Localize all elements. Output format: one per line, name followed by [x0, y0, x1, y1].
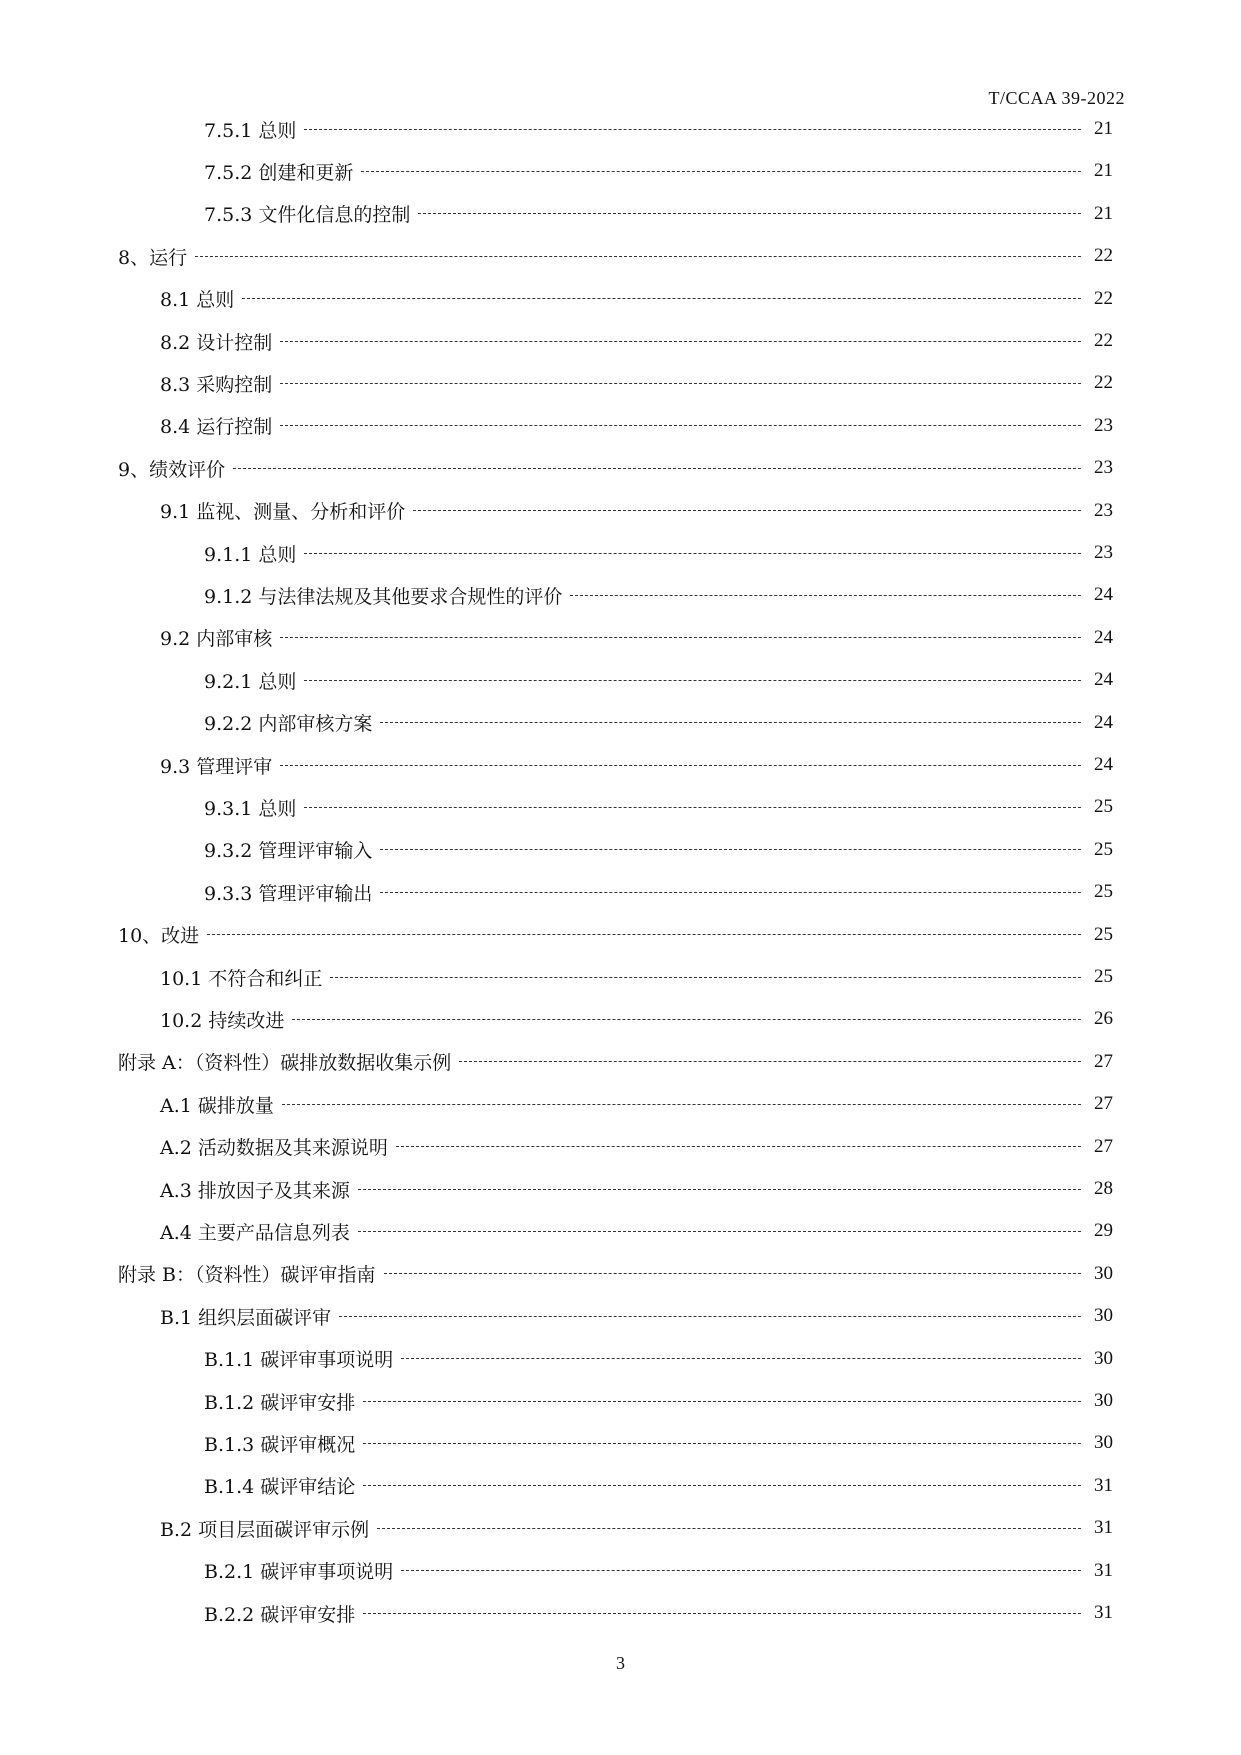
toc-entry[interactable]	[118, 918, 1113, 952]
toc-entry[interactable]	[204, 833, 1113, 867]
toc-entry-label: 9.1 监视、测量、分析和评价	[160, 501, 406, 524]
toc-leader-dashes	[280, 765, 1081, 766]
toc-leader-dashes	[280, 341, 1081, 342]
toc-entry-label: B.1.1 碳评审事项说明	[204, 1349, 394, 1372]
toc-leader-dashes	[396, 1146, 1081, 1147]
toc-entry-label: 8.2 设计控制	[160, 331, 273, 354]
toc-entry-label: 10.2 持续改进	[160, 1009, 285, 1032]
toc-entry-page: 25	[1094, 966, 1113, 987]
toc-leader-dashes	[195, 256, 1081, 257]
toc-entry[interactable]	[160, 409, 1113, 443]
toc-entry-label: 9.3.2 管理评审输入	[204, 840, 373, 863]
toc-entry-page: 23	[1094, 414, 1113, 436]
toc-entry[interactable]	[204, 1426, 1113, 1460]
toc-entry-page: 31	[1094, 1602, 1113, 1623]
toc-leader-dashes	[339, 1316, 1081, 1317]
toc-entry-label: 7.5.2 创建和更新	[204, 161, 354, 184]
toc-leader-dashes	[304, 129, 1081, 130]
toc-leader-dashes	[384, 1273, 1081, 1274]
toc-entry-label: 7.5.3 文件化信息的控制	[204, 204, 411, 227]
toc-entry-page: 26	[1094, 1008, 1113, 1030]
toc-entry-label: B.2.1 碳评审事项说明	[204, 1561, 394, 1584]
toc-entry-label: 9.3 管理评审	[160, 755, 273, 778]
toc-leader-dashes	[242, 298, 1081, 299]
toc-entry-page: 24	[1094, 584, 1113, 606]
toc-entry-page: 23	[1094, 542, 1113, 563]
toc-entry-page: 24	[1094, 669, 1113, 691]
toc-entry-page: 29	[1094, 1220, 1113, 1242]
toc-entry[interactable]	[204, 154, 1113, 188]
toc-leader-dashes	[280, 383, 1081, 384]
toc-entry-label: 8.4 运行控制	[160, 416, 273, 439]
toc-entry[interactable]	[118, 451, 1113, 485]
toc-leader-dashes	[330, 977, 1081, 978]
toc-leader-dashes	[304, 807, 1081, 808]
toc-entry-label: 9.2 内部审核	[160, 628, 273, 651]
toc-entry[interactable]	[204, 536, 1113, 570]
toc-entry[interactable]	[204, 790, 1113, 824]
toc-entry-label: 8.1 总则	[160, 289, 235, 312]
toc-entry-label: B.2.2 碳评审安排	[204, 1603, 356, 1626]
toc-entry[interactable]	[160, 366, 1113, 400]
toc-entry-label: 8、运行	[118, 246, 188, 269]
toc-entry-label: 9.3.1 总则	[204, 797, 297, 820]
toc-entry-page: 25	[1094, 838, 1113, 860]
toc-entry[interactable]	[160, 494, 1113, 528]
toc-entry-page: 24	[1094, 711, 1113, 733]
toc-entry-page: 24	[1094, 626, 1113, 648]
toc-entry-page: 27	[1094, 1135, 1113, 1157]
toc-entry-page: 22	[1094, 330, 1113, 351]
document-code: T/CCAA 39-2022	[988, 88, 1125, 108]
toc-entry[interactable]	[160, 1511, 1113, 1545]
toc-leader-dashes	[358, 1189, 1081, 1190]
toc-entry-page: 27	[1094, 1050, 1113, 1072]
toc-entry[interactable]	[204, 112, 1113, 146]
toc-entry[interactable]	[204, 1469, 1113, 1503]
toc-entry[interactable]	[204, 663, 1113, 697]
toc-entry[interactable]	[204, 197, 1113, 231]
toc-entry-label: 10、改进	[118, 925, 200, 948]
toc-entry-label: B.1.4 碳评审结论	[204, 1476, 356, 1499]
toc-leader-dashes	[207, 934, 1081, 935]
toc-entry-page: 25	[1094, 881, 1113, 903]
toc-leader-dashes	[304, 553, 1081, 554]
toc-entry-label: A.2 活动数据及其来源说明	[160, 1137, 388, 1160]
toc-leader-dashes	[377, 1528, 1081, 1529]
toc-entry-page: 30	[1094, 1390, 1113, 1411]
toc-entry[interactable]	[160, 1299, 1113, 1333]
toc-entry-label: 9.2.1 总则	[204, 670, 297, 693]
toc-leader-dashes	[380, 892, 1081, 893]
toc-entry-label: 附录 A：（资料性）碳排放数据收集示例	[118, 1052, 452, 1075]
toc-entry[interactable]	[160, 282, 1113, 316]
toc-entry[interactable]	[204, 1596, 1113, 1630]
toc-entry-page: 24	[1094, 754, 1113, 775]
toc-entry-page: 23	[1094, 499, 1113, 521]
toc-entry-page: 31	[1094, 1517, 1113, 1539]
toc-entry[interactable]	[160, 324, 1113, 358]
toc-entry-label: 9.1.2 与法律法规及其他要求合规性的评价	[204, 585, 563, 608]
toc-entry-page: 27	[1094, 1093, 1113, 1115]
toc-entry-page: 21	[1094, 160, 1113, 182]
toc-entry-page: 25	[1094, 923, 1113, 945]
toc-entry-page: 28	[1094, 1178, 1113, 1199]
toc-entry[interactable]	[204, 1554, 1113, 1588]
toc-entry-label: A.1 碳排放量	[160, 1094, 274, 1117]
toc-leader-dashes	[363, 1485, 1081, 1486]
toc-entry-label: 9.3.3 管理评审输出	[204, 882, 373, 905]
toc-entry-label: 10.1 不符合和纠正	[160, 967, 323, 990]
toc-entry-label: B.1 组织层面碳评审	[160, 1306, 332, 1329]
toc-leader-dashes	[282, 1104, 1081, 1105]
toc-entry-label: A.4 主要产品信息列表	[160, 1221, 350, 1244]
toc-leader-dashes	[280, 637, 1081, 638]
toc-entry-page: 25	[1094, 796, 1113, 818]
toc-leader-dashes	[361, 171, 1081, 172]
toc-leader-dashes	[363, 1443, 1081, 1444]
toc-entry[interactable]	[204, 706, 1113, 740]
toc-entry[interactable]	[118, 1045, 1113, 1079]
toc-entry-page: 22	[1094, 372, 1113, 394]
toc-entry-page: 30	[1094, 1305, 1113, 1327]
toc-entry-page: 30	[1094, 1432, 1113, 1454]
toc-leader-dashes	[304, 680, 1081, 681]
toc-leader-dashes	[380, 849, 1081, 850]
toc-entry[interactable]	[160, 748, 1113, 782]
toc-leader-dashes	[459, 1061, 1081, 1062]
toc-entry-page: 30	[1094, 1347, 1113, 1369]
toc-entry-label: 9.1.1 总则	[204, 543, 297, 566]
toc-entry-page: 30	[1094, 1262, 1113, 1284]
toc-entry[interactable]	[204, 1384, 1113, 1418]
toc-entry-label: 9.2.2 内部审核方案	[204, 713, 373, 736]
toc-leader-dashes	[280, 425, 1081, 426]
toc-entry[interactable]	[118, 1257, 1113, 1291]
toc-entry[interactable]	[204, 578, 1113, 612]
toc-entry[interactable]	[160, 1087, 1113, 1121]
toc-leader-dashes	[233, 468, 1081, 469]
toc-entry-label: B.2 项目层面碳评审示例	[160, 1518, 370, 1541]
toc-entry-page: 23	[1094, 457, 1113, 479]
toc-leader-dashes	[401, 1570, 1081, 1571]
toc-entry-label: 8.3 采购控制	[160, 373, 273, 396]
toc-leader-dashes	[418, 213, 1081, 214]
toc-leader-dashes	[570, 595, 1081, 596]
toc-entry-label: 7.5.1 总则	[204, 119, 297, 142]
toc-entry-page: 21	[1094, 202, 1113, 224]
toc-leader-dashes	[363, 1401, 1081, 1402]
toc-entry[interactable]	[160, 1130, 1113, 1164]
toc-entry[interactable]	[204, 1342, 1113, 1376]
toc-entry-label: B.1.2 碳评审安排	[204, 1391, 356, 1414]
toc-entry-label: A.3 排放因子及其来源	[160, 1179, 350, 1202]
toc-leader-dashes	[292, 1019, 1081, 1020]
toc-entry-page: 31	[1094, 1559, 1113, 1581]
toc-leader-dashes	[413, 510, 1081, 511]
toc-entry[interactable]	[160, 1172, 1113, 1206]
toc-entry[interactable]	[160, 621, 1113, 655]
toc-entry-page: 22	[1094, 287, 1113, 309]
toc-entry-page: 22	[1094, 245, 1113, 267]
toc-entry-page: 31	[1094, 1474, 1113, 1496]
toc-leader-dashes	[358, 1231, 1081, 1232]
toc-entry-label: 附录 B：（资料性）碳评审指南	[118, 1264, 376, 1287]
toc-leader-dashes	[380, 722, 1081, 723]
toc-entry[interactable]	[160, 1002, 1113, 1036]
toc-entry[interactable]	[118, 239, 1113, 273]
toc-entry-page: 21	[1094, 118, 1113, 139]
toc-entry-label: 9、绩效评价	[118, 458, 226, 481]
toc-leader-dashes	[401, 1358, 1081, 1359]
page-number: 3	[616, 1653, 625, 1673]
toc-entry-label: B.1.3 碳评审概况	[204, 1433, 356, 1456]
toc-entry[interactable]	[160, 1214, 1113, 1248]
toc-entry[interactable]	[160, 960, 1113, 994]
toc-entry[interactable]	[204, 875, 1113, 909]
toc-leader-dashes	[363, 1613, 1081, 1614]
